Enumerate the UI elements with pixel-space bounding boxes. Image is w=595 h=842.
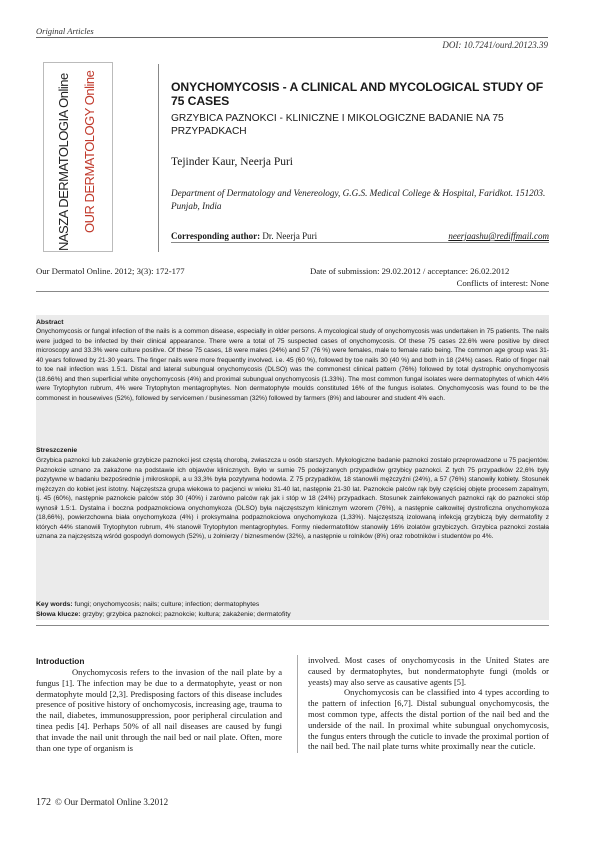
submission-dates: Date of submission: 29.02.2012 / acceptance: 26.02.2012 [310,266,510,276]
page-number: 172 [36,797,51,808]
footer [36,797,168,808]
doi[interactable]: DOI: 10.7241/ourd.20123.39 [442,40,548,50]
body-right-paragraph-1: involved. Most cases of onychomycosis in the United States are caused by dermatophytes, but nondermatophyte fungi (molds or yeasts) may also serve as causative agents [5]. [308,655,549,687]
logo-english-text: OUR DERMATOLOGY Online [82,70,97,233]
streszczenie-heading: Streszczenie [36,447,78,454]
corresponding-rule [171,242,549,243]
corresponding-label: Corresponding author: [171,231,261,241]
authors: Tejinder Kaur, Neerja Puri [171,156,293,168]
keywords-en-value: fungi; onychomycosis; nails; culture; infection; dermatophytes [74,601,260,608]
header-divider [158,64,159,252]
abstract-text: Onychomycosis or fungal infection of the nails is a common disease, especially in older persons. A mycological study of onychomycosis was undertaken in 75 patients. The nails were judged to be infected by their clinical appearance. There were a total of 75 suspected cases of onychomycosis. Of these 75 cases 22.6% were positive by direct microscopy and 33.3% were culture positive. Of these 75 cases, 18 were males (24%) and 57 (76 %) were females, male to female ratio being. The common age group was 31-40 years followed by 21-30 years. The finger nails were more frequently involved. i.e. 45 (60 %), followed by toe nails 30 (40 %) and both in 18 (24%) cases. Ratio of finger nail to toe nail infection was 1.5:1. Distal and lateral subungual onychomycosis (DLSO) was the commonest clinical pattern (76%) followed by total dystrophic onychomycosis (18.66%) and then superficial white onychomycosis (4%) and proximal subungual onychomycosis (1.33%). The most common fungal isolates were dermatophytes of which 44% were Trytophyton rubrum, 4% were Trytophyton mentagrophytes. Non dermatophyte moulds constituted 16% of the fungus isolates. Onychomycosis was found to be the commonest in housewives (52%), followed by servicemen / businessman (32%) followed by farmers (8%) and labourer and student 4% each. [36,328,549,402]
corresponding-name: Dr. Neerja Puri [262,231,318,241]
keywords-pl-value: grzyby; grzybica paznokci; paznokcie; kultura; zakażenie; dermatofity [82,610,291,618]
body-left-column [36,667,282,753]
journal-logo [43,62,113,252]
header-rule [36,37,548,38]
abstract-heading: Abstract [36,319,64,326]
logo-polish-text: NASZA DERMATOLOGIA Online [56,73,71,251]
meta-rule [36,291,549,292]
keywords-block [36,600,549,619]
body-right-column [308,655,549,752]
corresponding-author [171,231,317,241]
affiliation: Department of Dermatology and Venereology, G.G.S. Medical College & Hospital, Faridkot. 151203. Punjab, India [171,188,546,211]
keywords-rule [36,625,549,626]
section-label: Original Articles [36,26,94,36]
journal-citation: Our Dermatol Online. 2012; 3(3): 172-177 [36,266,185,276]
introduction-heading: Introduction [36,656,85,666]
keywords-pl [36,610,549,620]
article-subtitle: GRZYBICA PAZNOKCI - KLINICZNE I MIKOLOGICZNE BADANIE NA 75 PRZYPADKACH [171,113,504,137]
body-right-paragraph-2: Onychomycosis can be classified into 4 types according to the pattern of infection [6,7]. Distal subungual onychomycosis, the most common type, affects the distal portion of the nail bed and the underside of the nail. In proximal white subungual onychomycosis, the fungus enters through the cuticle to invade the proximal portion of the nail bed. The nail plate turns white proximally near the cuticle. [308,687,549,752]
streszczenie-text: Grzybica paznokci lub zakażenie grzybicze paznokci jest częstą chorobą, zwłaszcza u osób starszych. Mykologiczne badanie paznokci zostało przeprowadzone u 75 pacjentów. Paznokcie uznano za zakażone na podstawie ich objawów klinicznych. Było w sumie 75 podejrzanych przypadków grzybicy paznokci. Z tych 75 przypadków 22,6% były pozytywne w badaniu bezpośrednie j mikroskopii, a u 33,3% była pozytywna hodowla. Z 75 przypadków, 18 stanowili mężczyźni (24%), a 57 (76%) stanowiły kobiety. Stosunek mężczyzn do kobiet jest istotny. Najczęstsza grupa wiekowa to pacjenci w wieku 31-40 lat, następnie 21-30 lat. Paznokcie palców rąk były częściej objęte procesem zapalnym, tj. 45 (60%), następnie paznokcie palców stóp 30 (40%) i zarówno palców rąk jak i stóp w 18 (24%) przypadkach. Stosunek zainfekowanych paznokci rąk do paznokci stóp wynosił 1.5:1. Dystalna i boczna podpaznokciowa onychomykoza (DLSO) była najczęstszym klinicznym wzorem (76%), a następnie całkowitej dystroficzna onychomykoza (18,66%), powierzchowna biała onychomykoza (4%) i proksymalna podpaznokciowa onychomykoza (1,33%). Najczęstszą izolowaną infekcją grzybiczą były dermatofity z których 44% stanowili Trytophyton rubrum, 4% stanowił Trytophyton mentagrophytes. Formy niedermatofitów stanowiły 16% izolatów grzybiczych. Grzybica paznokci została uznana za najczęstszą wśród gospodyń domowych (52%), u żołnierzy / biznesmenów (32%), a następnie u rolników (8%) oraz robotników i studentów po 4%. [36,457,549,540]
column-divider [297,655,298,753]
corresponding-email-link[interactable]: neerjaashu@rediffmail.com [448,231,549,241]
article-title: ONYCHOMYCOSIS - A CLINICAL AND MYCOLOGICAL STUDY OF 75 CASES [171,80,544,108]
body-left-paragraph: Onychomycosis refers to the invasion of the nail plate by a fungus [1]. The infection may be due to a dermatophyte, yeast or non dermatophyte mould [2,3]. Predisposing factors of this disease includes presence of positive history of onchomycosis, increasing age, trauma to the nail, diabetes, immunosuppression, poor peripheral circulation and tinea pedis [4]. Perhaps 50% of all nail diseases are caused by fungi that invade the nail unit through the nail bed or nail plate. Often, more than one type of organism is [36,667,282,753]
keywords-pl-label: Słowa klucze: [36,610,81,618]
keywords-en [36,600,549,610]
conflicts-of-interest: Conflicts of interest: None [456,278,549,288]
footer-journal: © Our Dermatol Online 3.2012 [55,797,169,807]
keywords-en-label: Key words: [36,601,73,608]
